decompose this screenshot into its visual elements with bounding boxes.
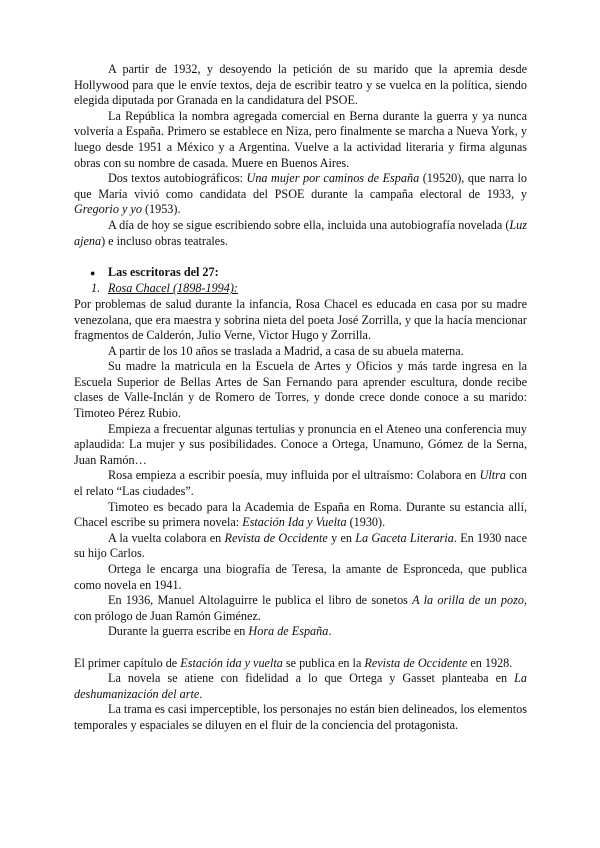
paragraph-ortega: La novela se atiene con fidelidad a lo que Ortega y Gasset planteaba en La deshumanización del arte. bbox=[74, 671, 527, 701]
paragraph-ateneo: Empieza a frecuentar algunas tertulias y pronuncia en el Ateneo una conferencia muy aplaudida: La mujer y sus posibilidades. Conoce a Ortega, Unamuno, Gómez de la Serna, Juan Ramón… bbox=[74, 421, 527, 467]
book-title: Hora de España bbox=[248, 624, 329, 639]
paragraph-sonnets: En 1936, Manuel Altolaguirre le publica el libro de sonetos A la orilla de un pozo, con prólogo de Juan Ramón Giménez. bbox=[74, 593, 527, 623]
paragraph-rome: Timoteo es becado para la Academia de España en Roma. Durante su estancia allí, Chacel escribe su primera novela: Estación Ida y Vuelta (1930). bbox=[74, 499, 527, 530]
paragraph-return: A la vuelta colabora en Revista de Occidente y en La Gaceta Literaria. En 1930 nace su hijo Carlos. bbox=[74, 530, 527, 561]
paragraph-war: Durante la guerra escribe en Hora de España. bbox=[108, 624, 332, 639]
book-title: Ultra bbox=[479, 468, 507, 483]
paragraph-first-chapter: El primer capítulo de Estación ida y vuelta se publica en la Revista de Occidente en 1928. bbox=[74, 655, 513, 670]
book-title: Luz ajena bbox=[74, 217, 528, 248]
spacer bbox=[74, 249, 527, 265]
book-title: Revista de Occidente bbox=[364, 655, 468, 670]
numbered-item bbox=[74, 281, 527, 297]
paragraph-studies: Su madre la matricula en la Escuela de Artes y Oficios y más tarde ingresa en la Escuela Superior de Bellas Artes de San Fernando para aprender escultura, donde recibe clases de Valle-Inclán y de Romero de Torres, y donde crece donde conoce a su marido: Timoteo Pérez Rubio. bbox=[74, 359, 527, 421]
book-title: La deshumanización del arte bbox=[74, 671, 527, 701]
paragraph-politics: A partir de 1932, y desoyendo la petición de su marido que la apremia desde Hollywood para que le envíe textos, deja de escribir teatro y se vuelca en la política, siendo elegida diputada por Granada en la candidatura del PSOE. bbox=[74, 62, 527, 108]
book-title: La Gaceta Literaria bbox=[355, 530, 454, 545]
section-heading bbox=[74, 265, 527, 282]
paragraph-childhood: Por problemas de salud durante la infancia, Rosa Chacel es educada en casa por su madre venezolana, que era maestra y sobrina nieta del poeta José Zorrilla, y que la hacía mencionar fragmentos de Calderón, Julio Verne, Victor Hugo y Zorrilla. bbox=[74, 296, 527, 343]
section-title: Las escritoras del 27: bbox=[108, 264, 219, 279]
book-title: Estación ida y vuelta bbox=[180, 655, 283, 670]
document-page bbox=[74, 62, 527, 734]
book-title: Gregorio y yo bbox=[74, 202, 142, 217]
book-title: A la orilla de un pozo bbox=[412, 593, 524, 608]
paragraph-plot: La trama es casi imperceptible, los personajes no están bien delineados, los elementos temporales y espaciales se diluyen en el fluir de la conciencia del protagonista. bbox=[74, 702, 527, 732]
bullet-icon: ● bbox=[90, 267, 96, 278]
paragraph-poetry: Rosa empieza a escribir poesía, muy influida por el ultraísmo: Colabora en Ultra con el relato “Las ciudades”. bbox=[74, 468, 527, 499]
item-number: 1. bbox=[91, 281, 101, 296]
book-title: Revista de Occidente bbox=[224, 530, 328, 545]
item-title: Rosa Chacel (1898-1994): bbox=[108, 281, 238, 296]
paragraph-madrid: A partir de los 10 años se traslada a Madrid, a casa de su abuela materna. bbox=[108, 343, 464, 358]
paragraph-exile: La República la nombra agregada comercial en Berna durante la guerra y ya nunca volvería a España. Primero se establece en Niza, pero finalmente se marcha a Nueva York, y luego desde 1951 a México y a Argentina. Vuelve a la actividad literaria y firma algunas obras con su nombre de casada. Muere en Buenos Aires. bbox=[74, 108, 527, 170]
book-title: Una mujer por caminos de España bbox=[246, 171, 420, 186]
paragraph-teresa: Ortega le encarga una biografía de Teresa, la amante de Espronceda, que publica como novela en 1941. bbox=[74, 562, 527, 592]
paragraph-today: A día de hoy se sigue escribiendo sobre ella, incluida una autobiografía novelada (Luz ajena) e incluso obras teatrales. bbox=[74, 217, 528, 248]
book-title: Estación Ida y Vuelta bbox=[242, 515, 347, 530]
spacer bbox=[74, 640, 527, 656]
paragraph-autobiographies: Dos textos autobiográficos: Una mujer por caminos de España (19520), que narra lo que María vivió como candidata del PSOE durante la campaña electoral de 1933, y Gregorio y yo (1953). bbox=[74, 171, 527, 217]
